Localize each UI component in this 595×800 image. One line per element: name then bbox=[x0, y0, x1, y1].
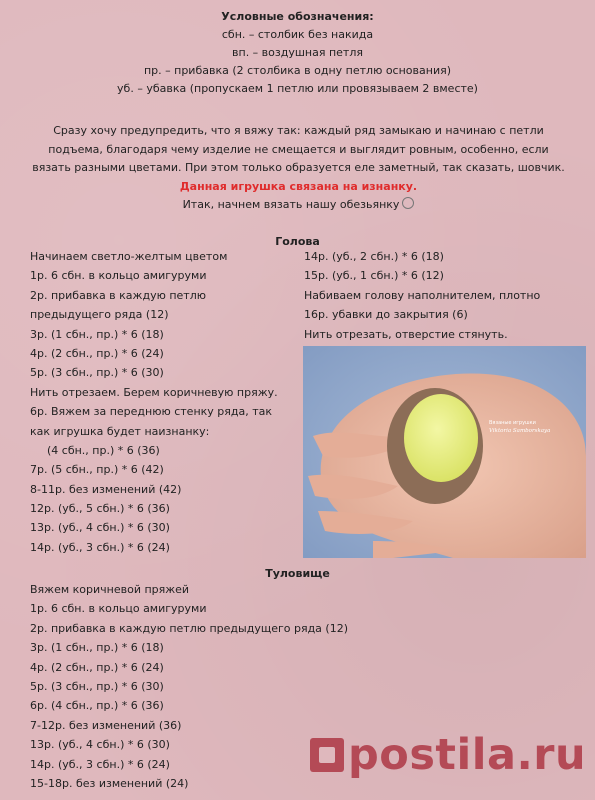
intro-paragraph bbox=[26, 122, 571, 215]
legend bbox=[0, 8, 595, 98]
intro-line: вязать разными цветами. При этом только образуется еле заметный, так сказать, шовчик. bbox=[32, 161, 565, 174]
pattern-line: Набиваем голову наполнителем, плотно bbox=[304, 288, 541, 302]
pattern-line: Вяжем коричневой пряжей bbox=[30, 583, 190, 596]
head-section-title: Голова bbox=[275, 235, 320, 248]
pattern-line: 16р. убавки до закрытия (6) bbox=[304, 308, 468, 322]
pattern-line: 13р. (уб., 4 сбн.) * 6 (30) bbox=[30, 738, 170, 752]
pattern-line: 7р. (5 сбн., пр.) * 6 (42) bbox=[30, 463, 164, 477]
warning-text: Данная игрушка связана на изнанку. bbox=[179, 179, 418, 193]
head-left-column bbox=[30, 247, 278, 557]
photo-caption-line2: Viktoria Samborskaya bbox=[489, 428, 551, 434]
pattern-line: 14р. (уб., 3 сбн.) * 6 (24) bbox=[30, 757, 170, 771]
pattern-line: Начинаем светло-желтым цветом bbox=[30, 250, 228, 263]
hand-with-ball-image bbox=[303, 346, 586, 558]
intro-line: подъема, благодаря чему изделие не смещается и выглядит ровным, особенно, если bbox=[48, 142, 549, 156]
pattern-line: 14р. (уб., 3 сбн.) * 6 (24) bbox=[30, 540, 170, 554]
pattern-line: 2р. прибавка в каждую петлю bbox=[30, 288, 206, 302]
closing-text: Итак, начнем вязать нашу обезьянку bbox=[182, 198, 400, 211]
intro-line: Сразу хочу предупредить, что я вяжу так: каждый ряд замыкаю и начинаю с петли bbox=[53, 124, 544, 137]
legend-item: вп. – воздушная петля bbox=[232, 46, 363, 59]
pattern-line: 2р. прибавка в каждую петлю предыдущего ряда (12) bbox=[30, 621, 348, 635]
postila-logo-icon bbox=[310, 738, 344, 772]
pattern-line: 12р. (уб., 5 сбн.) * 6 (36) bbox=[30, 502, 170, 516]
legend-item: сбн. – столбик без накида bbox=[221, 28, 374, 41]
pattern-line: 5р. (3 сбн., пр.) * 6 (30) bbox=[30, 366, 164, 380]
pattern-line: (4 сбн., пр.) * 6 (36) bbox=[47, 443, 160, 457]
body-section-title: Туловище bbox=[265, 567, 330, 580]
pattern-line: Нить отрезать, отверстие стянуть. bbox=[304, 327, 508, 341]
body-column bbox=[30, 580, 348, 793]
pattern-line: 13р. (уб., 4 сбн.) * 6 (30) bbox=[30, 521, 170, 535]
pattern-line: 4р. (2 сбн., пр.) * 6 (24) bbox=[30, 346, 164, 360]
toy-head-photo bbox=[303, 346, 586, 558]
pattern-line: 8-11р. без изменений (42) bbox=[30, 482, 182, 496]
pattern-line: предыдущего ряда (12) bbox=[30, 308, 169, 322]
smiley-icon bbox=[402, 197, 414, 209]
pattern-line: 6р. Вяжем за переднюю стенку ряда, так bbox=[30, 405, 273, 419]
pattern-line: 1р. 6 сбн. в кольцо амигуруми bbox=[30, 602, 207, 616]
pattern-line: 6р. (4 сбн., пр.) * 6 (36) bbox=[30, 699, 164, 713]
legend-title: Условные обозначения: bbox=[221, 10, 374, 23]
pattern-line: 14р. (уб., 2 сбн.) * 6 (18) bbox=[304, 250, 444, 263]
pattern-line: 3р. (1 сбн., пр.) * 6 (18) bbox=[30, 641, 164, 655]
head-right-column bbox=[304, 247, 540, 344]
pattern-line: 1р. 6 сбн. в кольцо амигуруми bbox=[30, 269, 207, 283]
pattern-line: 5р. (3 сбн., пр.) * 6 (30) bbox=[30, 679, 164, 693]
legend-item: пр. – прибавка (2 столбика в одну петлю основания) bbox=[143, 64, 452, 77]
watermark-text: postila.ru bbox=[348, 730, 587, 780]
pattern-line: 3р. (1 сбн., пр.) * 6 (18) bbox=[30, 327, 164, 341]
pattern-line: Нить отрезаем. Берем коричневую пряжу. bbox=[30, 385, 278, 399]
pattern-line: 7-12р. без изменений (36) bbox=[30, 718, 182, 732]
legend-item: уб. – убавка (пропускаем 1 петлю или провязываем 2 вместе) bbox=[117, 82, 478, 95]
pattern-line: 15р. (уб., 1 сбн.) * 6 (12) bbox=[304, 269, 444, 283]
pattern-line: как игрушка будет наизнанку: bbox=[30, 424, 210, 438]
pattern-line: 4р. (2 сбн., пр.) * 6 (24) bbox=[30, 660, 164, 674]
intro-closing bbox=[26, 196, 571, 215]
pattern-line: 15-18р. без изменений (24) bbox=[30, 776, 189, 790]
photo-caption-line1: Вязаные игрушки bbox=[489, 420, 536, 426]
